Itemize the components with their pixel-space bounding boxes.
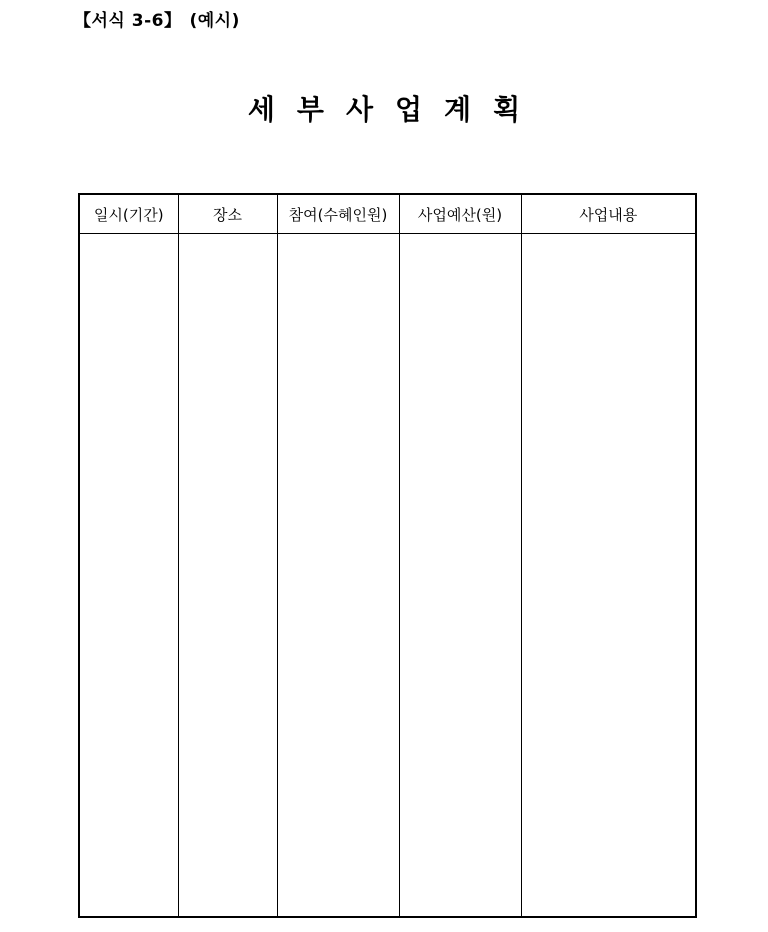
column-header-budget: 사업예산(원) — [399, 194, 521, 234]
form-example-note: (예시) — [189, 11, 240, 31]
table-header-row — [79, 194, 696, 234]
column-header-place: 장소 — [178, 194, 277, 234]
document-title: 세부사업계획 — [247, 93, 543, 126]
form-number: 【서식 3-6】 — [74, 11, 182, 31]
cell-date[interactable] — [79, 234, 178, 918]
form-number-label — [74, 6, 240, 31]
table-row — [79, 234, 696, 918]
cell-place[interactable] — [178, 234, 277, 918]
column-header-participants: 참여(수혜인원) — [277, 194, 399, 234]
cell-budget[interactable] — [399, 234, 521, 918]
cell-participants[interactable] — [277, 234, 399, 918]
column-header-content: 사업내용 — [521, 194, 696, 234]
business-plan-table — [78, 193, 697, 918]
cell-content[interactable] — [521, 234, 696, 918]
column-header-date: 일시(기간) — [79, 194, 178, 234]
